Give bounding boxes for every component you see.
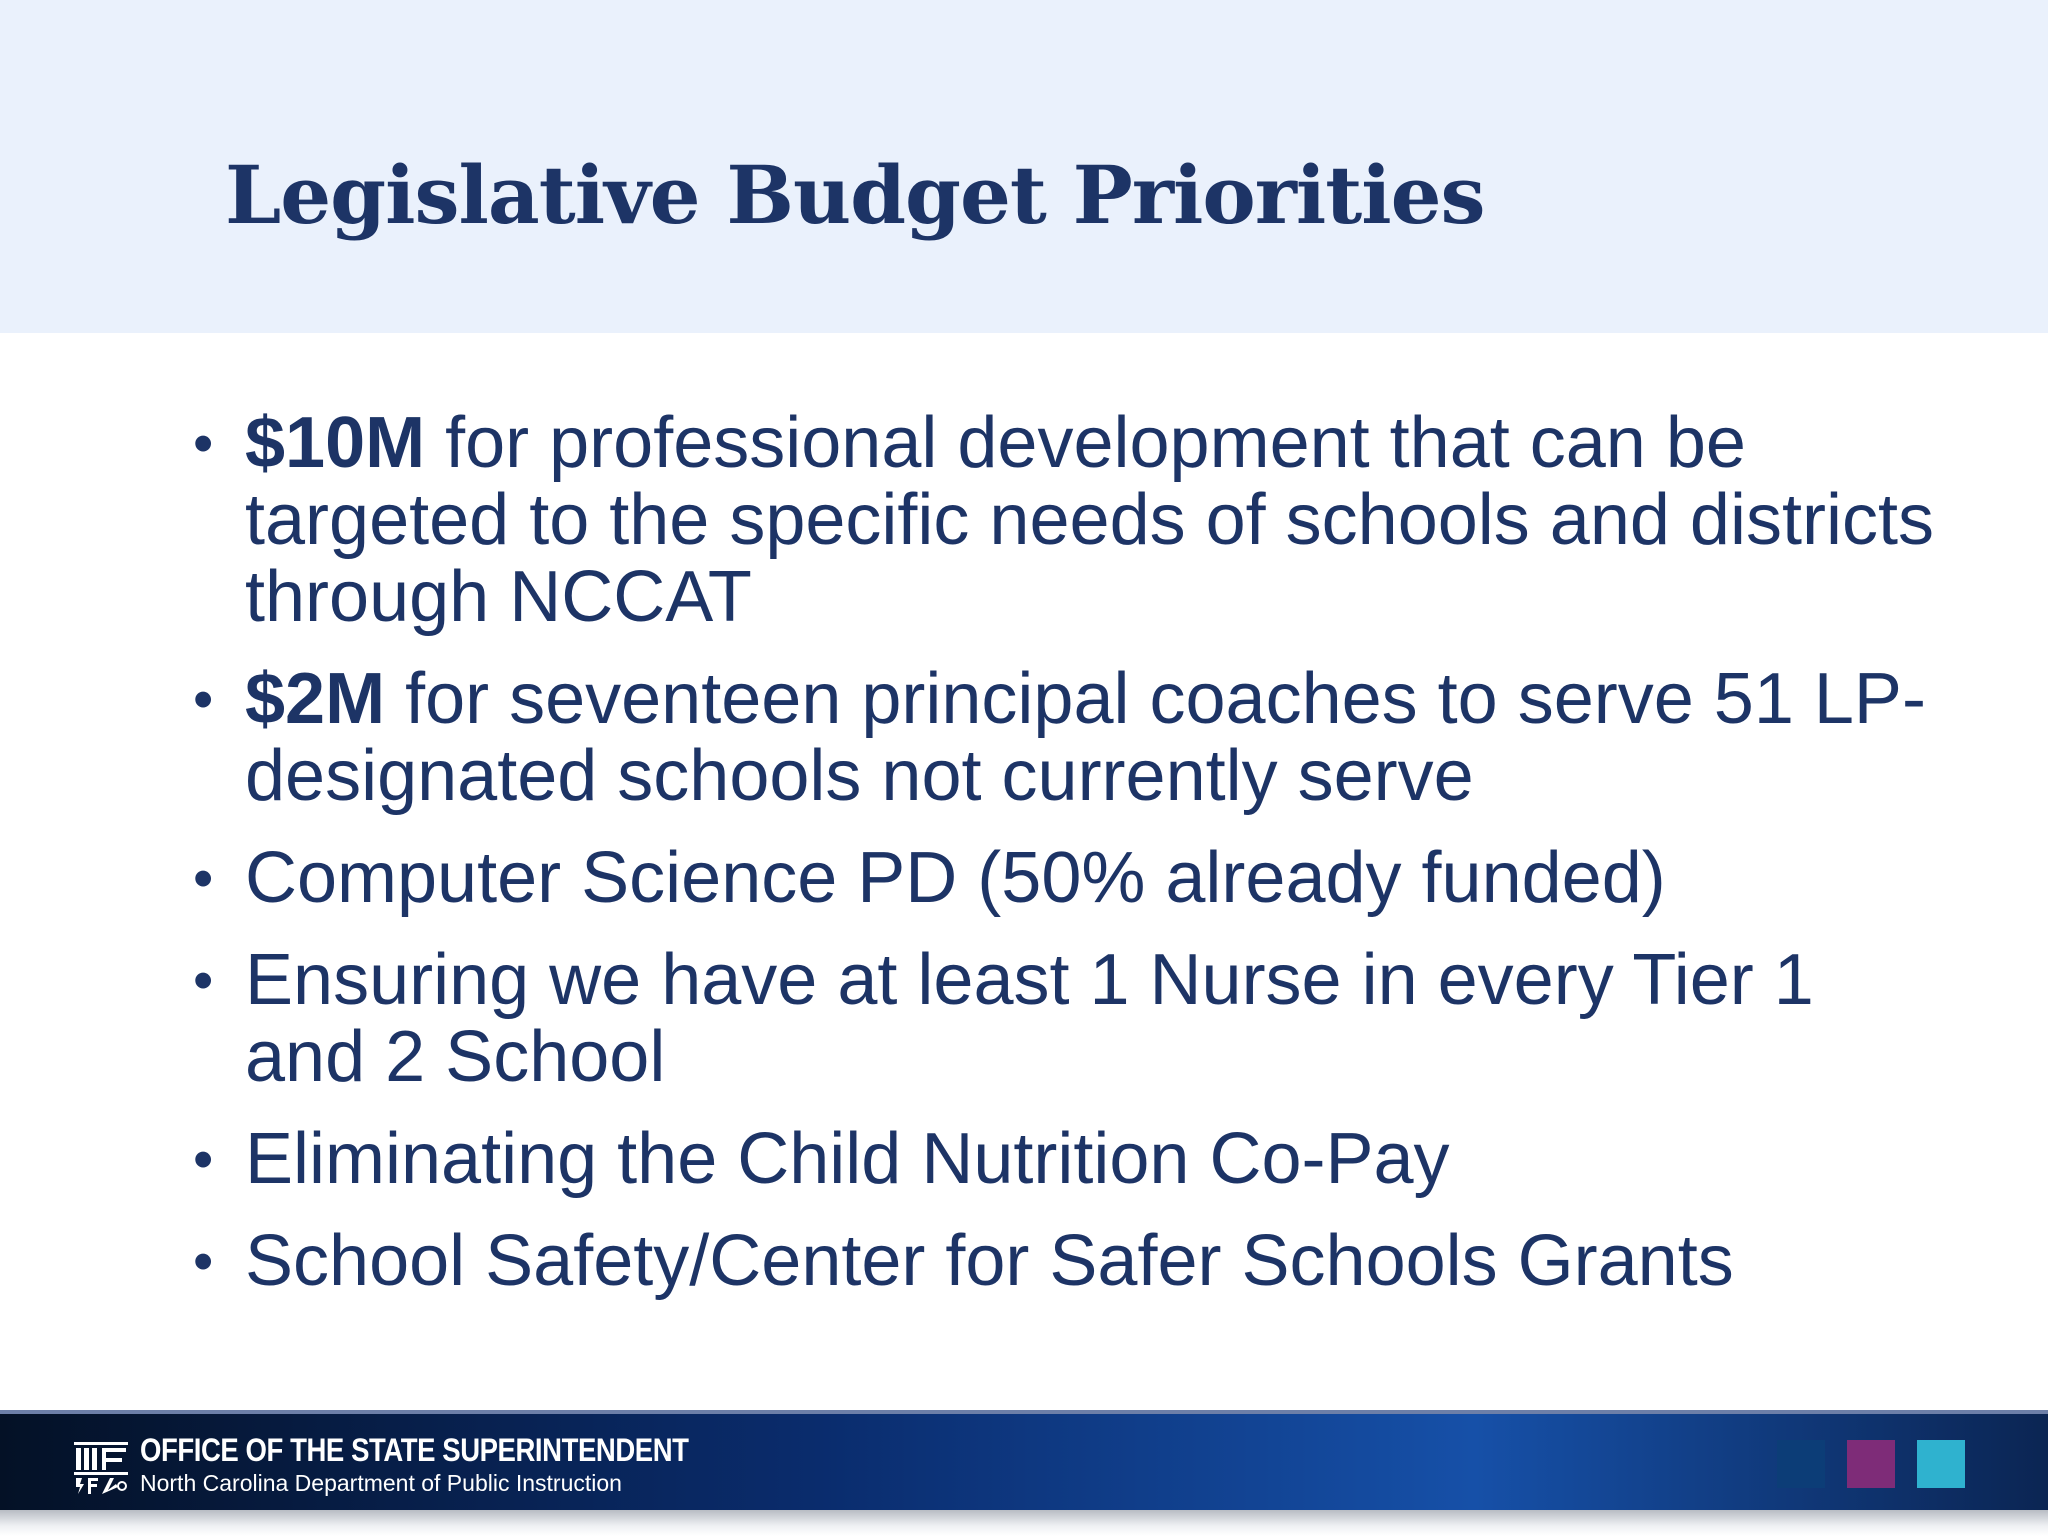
color-swatch-purple [1847, 1440, 1895, 1488]
bullet-item [193, 940, 1945, 1097]
bullet-item [193, 659, 1945, 816]
bullet-text: School Safety/Center for Safer Schools Grants [245, 1221, 1734, 1301]
bullet-dot-icon: • [193, 667, 214, 732]
bullet-text: for professional development that can be targeted to the specific needs of schools and districts through NCCAT [245, 403, 1934, 637]
footer-subtitle: North Carolina Department of Public Instruction [140, 1470, 622, 1496]
slide-title: Legislative Budget Priorities [225, 148, 1485, 242]
bullet-dot-icon: • [193, 846, 214, 911]
bullet-text: Eliminating the Child Nutrition Co-Pay [245, 1119, 1450, 1199]
bullet-item [193, 838, 1945, 918]
bullet-dot-icon: • [193, 948, 214, 1013]
bullet-item [193, 1221, 1945, 1301]
bullet-list [193, 403, 1945, 1325]
bullet-item [193, 1119, 1945, 1199]
bullet-text: Ensuring we have at least 1 Nurse in every Tier 1 and 2 School [245, 940, 1814, 1097]
bullet-text: for seventeen principal coaches to serve 51 LP-designated schools not currently serve [245, 659, 1926, 816]
bullet-dot-icon: • [193, 1229, 214, 1294]
bullet-amount: $2M [245, 659, 386, 739]
bullet-item [193, 403, 1945, 637]
bullet-dot-icon: • [193, 1127, 214, 1192]
color-swatch-cyan [1917, 1440, 1965, 1488]
color-swatch-blue [1777, 1440, 1825, 1488]
bullet-text: Computer Science PD (50% already funded) [245, 838, 1666, 918]
ncdpi-logo-icon [72, 1438, 130, 1496]
footer-title: OFFICE OF THE STATE SUPERINTENDENT [140, 1432, 689, 1468]
bullet-amount: $10M [245, 403, 426, 483]
footer-shadow [0, 1510, 2048, 1536]
bullet-dot-icon: • [193, 411, 214, 476]
footer-bar [0, 1410, 2048, 1514]
